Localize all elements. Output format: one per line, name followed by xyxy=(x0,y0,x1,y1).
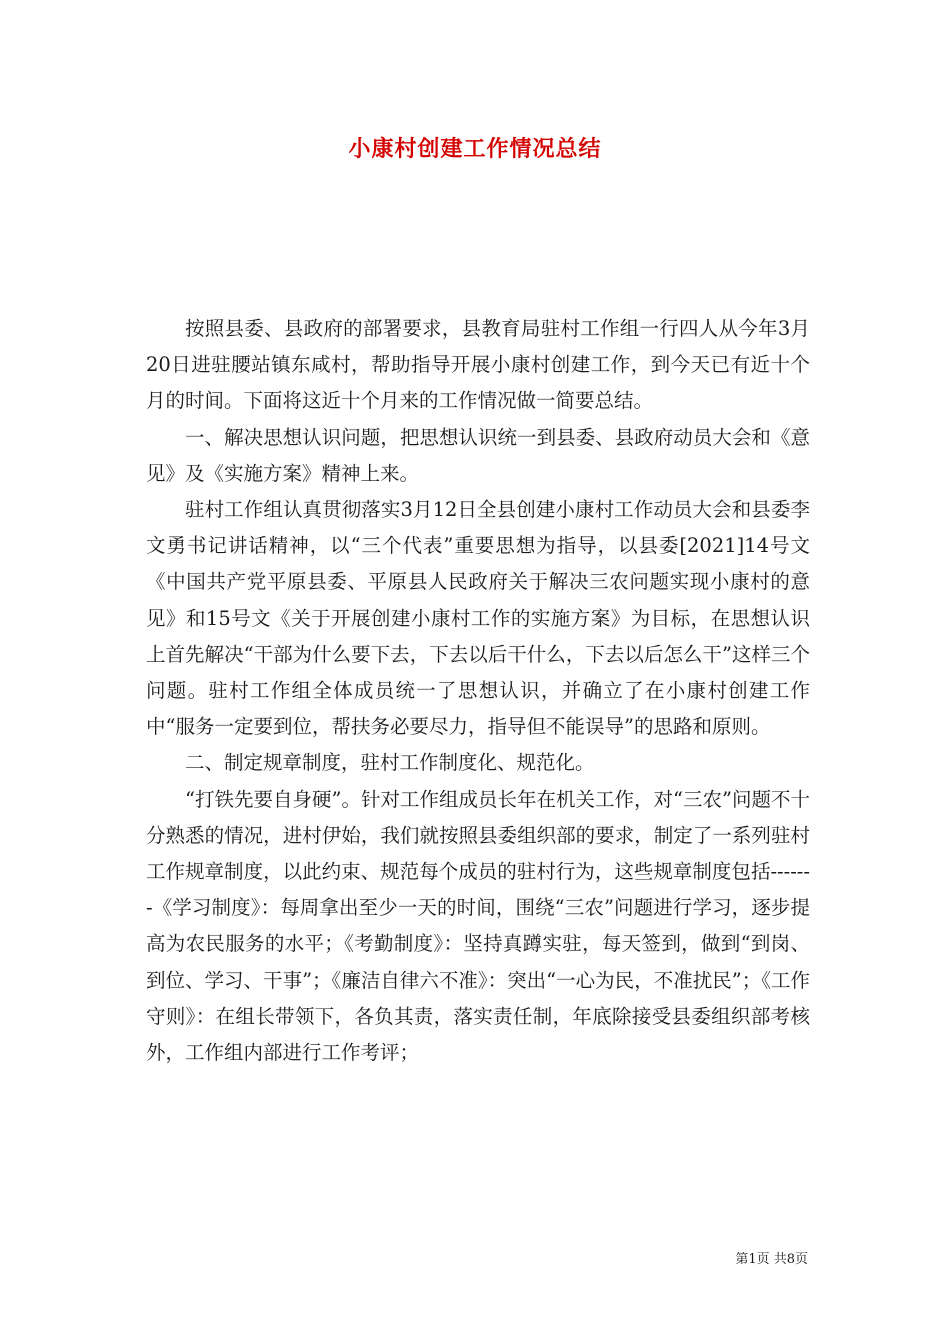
paragraph-section-2-body: “打铁先要自身硬”。针对工作组成员长年在机关工作，对“三农”问题不十分熟悉的情况，进村伊始，我们就按照县委组织部的要求，制定了一系列驻村工作规章制度，以此约束、规范每个成员的驻村行为，这些规章制度包括-------《学习制度》：每周拿出至少一天的时间，围绕“三农”问题进行学习，逐步提高为农民服务的水平；《考勤制度》：坚持真蹲实驻，每天签到，做到“到岗、到位、学习、干事”；《廉洁自律六不准》：突出“一心为民，不准扰民”；《工作守则》：在组长带领下，各负其责，落实责任制，年底除接受县委组织部考核外，工作组内部进行工作考评； xyxy=(146,787,810,1065)
paragraph-section-2-heading: 二、制定规章制度，驻村工作制度化、规范化。 xyxy=(185,751,595,775)
document-title: 小康村创建工作情况总结 xyxy=(348,136,602,162)
document-body xyxy=(146,311,810,1071)
paragraph-intro: 按照县委、县政府的部署要求，县教育局驻村工作组一行四人从今年3月20日进驻腰站镇东咸村，帮助指导开展小康村创建工作，到今天已有近十个月的时间。下面将这近十个月来的工作情况做一简要总结。 xyxy=(146,317,810,413)
paragraph-section-1-body: 驻村工作组认真贯彻落实3月12日全县创建小康村工作动员大会和县委李文勇书记讲话精神，以“三个代表”重要思想为指导，以县委[2021]14号文《中国共产党平原县委、平原县人民政府关于解决三农问题实现小康村的意见》和15号文《关于开展创建小康村工作的实施方案》为目标，在思想认识上首先解决“干部为什么要下去，下去以后干什么，下去以后怎么干”这样三个问题。驻村工作组全体成员统一了思想认识，并确立了在小康村创建工作中“服务一定要到位，帮扶务必要尽力，指导但不能误导”的思路和原则。 xyxy=(146,498,810,739)
page-number-indicator: 第1页 共8页 xyxy=(735,1252,808,1267)
paragraph-section-1-heading: 一、解决思想认识问题，把思想认识统一到县委、县政府动员大会和《意见》及《实施方案》精神上来。 xyxy=(146,425,810,485)
